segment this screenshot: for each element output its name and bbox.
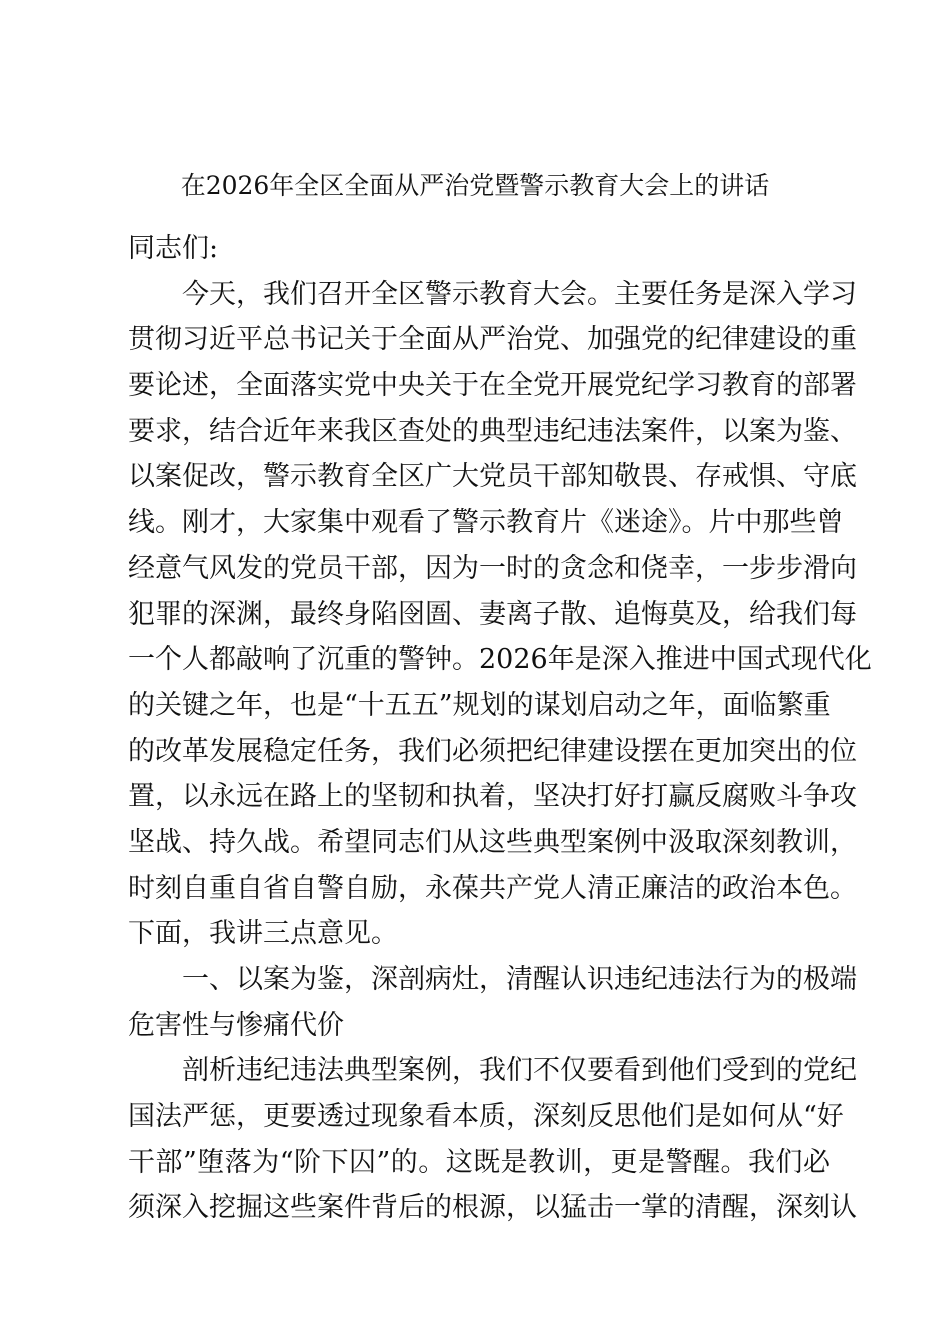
- salutation: 同志们:: [128, 233, 219, 264]
- section-heading-line: 危害性与惨痛代价: [128, 1009, 344, 1041]
- paragraph-line: 国法严惩，更要透过现象看本质，深刻反思他们是如何从“好: [128, 1101, 844, 1133]
- document-body: [128, 226, 872, 1231]
- paragraph-line: 经意气风发的党员干部，因为一时的贪念和侥幸，一步步滑向: [128, 552, 857, 584]
- paragraph-line: 下面，我讲三点意见。: [128, 918, 398, 950]
- paragraph-line: 时刻自重自省自警自励，永葆共产党人清正廉洁的政治本色。: [128, 872, 857, 904]
- paragraph-line: 的关键之年，也是“十五五”规划的谋划启动之年，面临繁重: [128, 689, 831, 721]
- paragraph-line: 犯罪的深渊，最终身陷囹圄、妻离子散、追悔莫及，给我们每: [128, 598, 857, 630]
- document-title: 在2026年全区全面从严治党暨警示教育大会上的讲话: [180, 171, 770, 200]
- section-heading-line: 一、以案为鉴，深剖病灶，清醒认识违纪违法行为的极端: [182, 964, 857, 995]
- paragraph-line: 贯彻习近平总书记关于全面从严治党、加强党的纪律建设的重: [128, 324, 857, 356]
- paragraph-line: 坚战、持久战。希望同志们从这些典型案例中汲取深刻教训，: [128, 826, 857, 858]
- paragraph-line: 置，以永远在路上的坚韧和执着，坚决打好打赢反腐败斗争攻: [128, 781, 857, 813]
- paragraph-line: 剖析违纪违法典型案例，我们不仅要看到他们受到的党纪: [182, 1055, 857, 1087]
- paragraph-line: 今天，我们召开全区警示教育大会。主要任务是深入学习: [182, 278, 857, 310]
- paragraph-line: 干部”堕落为“阶下囚”的。这既是教训，更是警醒。我们必: [128, 1146, 830, 1178]
- paragraph-line: 一个人都敲响了沉重的警钟。2026年是深入推进中国式现代化: [128, 644, 872, 676]
- paragraph-line: 线。刚才，大家集中观看了警示教育片《迷途》。片中那些曾: [128, 507, 844, 539]
- paragraph-line: 的改革发展稳定任务，我们必须把纪律建设摆在更加突出的位: [128, 735, 857, 767]
- paragraph-line: 要求，结合近年来我区查处的典型违纪违法案件，以案为鉴、: [128, 415, 857, 447]
- paragraph-line: 须深入挖掘这些案件背后的根源，以猛击一掌的清醒，深刻认: [128, 1192, 857, 1224]
- paragraph-line: 要论述，全面落实党中央关于在全党开展党纪学习教育的部署: [128, 370, 857, 402]
- paragraph-line: 以案促改，警示教育全区广大党员干部知敬畏、存戒惧、守底: [128, 461, 857, 493]
